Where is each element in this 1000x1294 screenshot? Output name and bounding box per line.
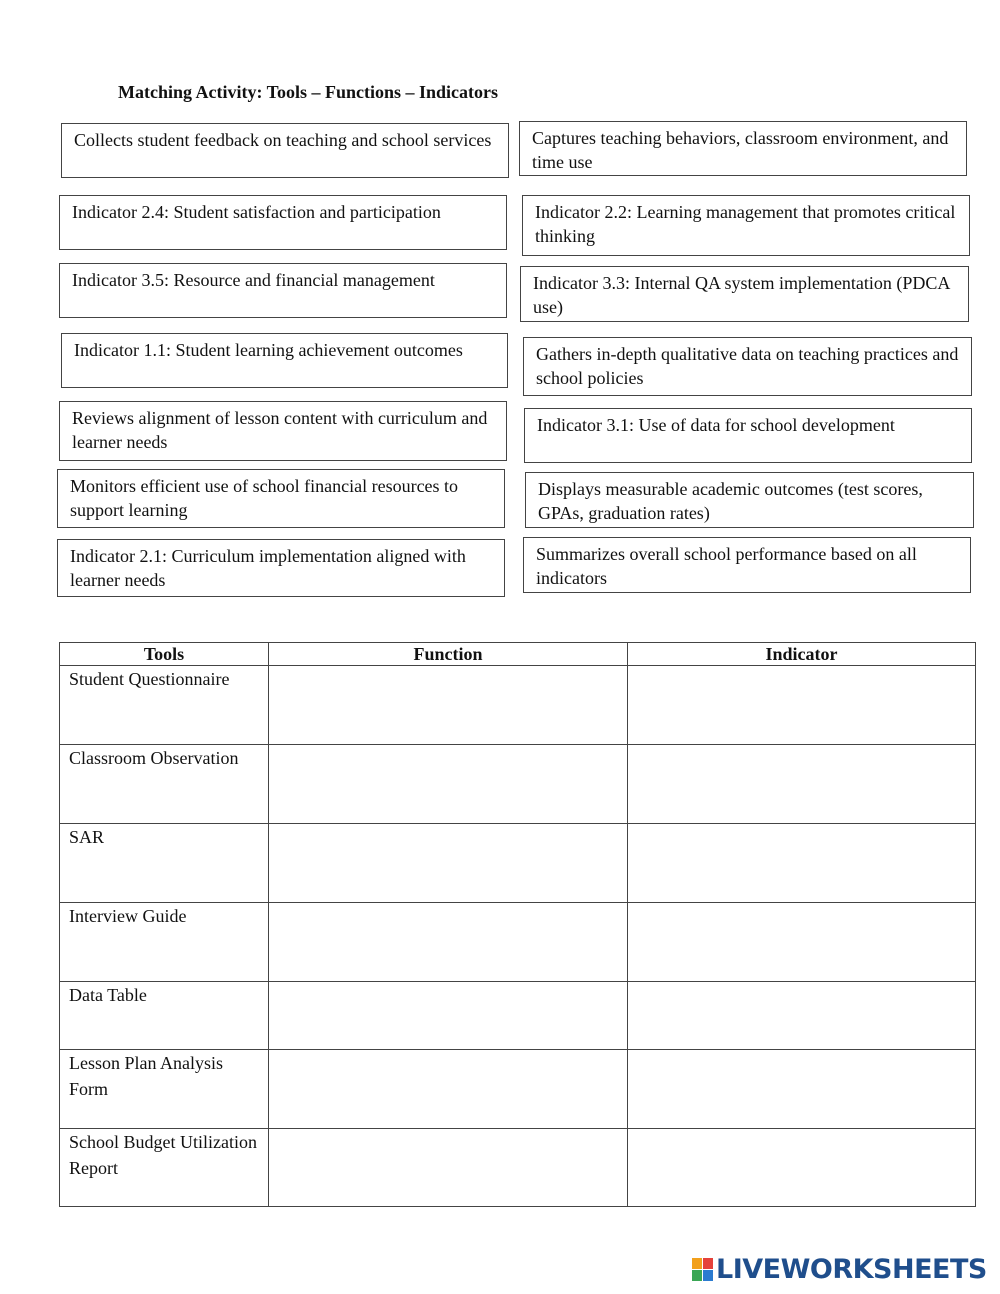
logo-block [703,1258,713,1269]
matching-card[interactable]: Summarizes overall school performance based on all indicators [523,537,971,593]
liveworksheets-logo [692,1254,987,1284]
logo-block [703,1270,713,1281]
header-indicator: Indicator [628,643,976,666]
indicator-drop-cell[interactable] [628,903,976,982]
indicator-drop-cell[interactable] [628,666,976,745]
indicator-drop-cell[interactable] [628,982,976,1050]
matching-card[interactable]: Monitors efficient use of school financial resources to support learning [57,469,505,528]
table-header-row [60,643,976,666]
table-row [60,982,976,1050]
table-row [60,745,976,824]
tool-name: School Budget Utilization Report [60,1129,269,1207]
logo-block [692,1270,702,1281]
indicator-drop-cell[interactable] [628,824,976,903]
matching-card[interactable]: Indicator 3.3: Internal QA system implementation (PDCA use) [520,266,969,322]
function-drop-cell[interactable] [269,1129,628,1207]
header-tools: Tools [60,643,269,666]
indicator-drop-cell[interactable] [628,1050,976,1129]
function-drop-cell[interactable] [269,1050,628,1129]
table-row [60,1050,976,1129]
matching-card[interactable]: Indicator 3.5: Resource and financial management [59,263,507,318]
indicator-drop-cell[interactable] [628,1129,976,1207]
table-row [60,666,976,745]
liveworksheets-logo-icon [692,1258,713,1281]
table-row [60,1129,976,1207]
function-drop-cell[interactable] [269,982,628,1050]
matching-card[interactable]: Indicator 2.1: Curriculum implementation aligned with learner needs [57,539,505,597]
header-function: Function [269,643,628,666]
matching-card[interactable]: Indicator 2.2: Learning management that promotes critical thinking [522,195,970,256]
tool-name: Student Questionnaire [60,666,269,745]
tool-name: Classroom Observation [60,745,269,824]
table-row [60,903,976,982]
tool-name: SAR [60,824,269,903]
matching-card[interactable]: Indicator 2.4: Student satisfaction and participation [59,195,507,250]
logo-text: LIVEWORKSHEETS [716,1253,987,1285]
matching-card[interactable]: Indicator 1.1: Student learning achievement outcomes [61,333,508,388]
matching-card[interactable]: Indicator 3.1: Use of data for school development [524,408,972,463]
matching-card[interactable]: Collects student feedback on teaching and school services [61,123,509,178]
function-drop-cell[interactable] [269,903,628,982]
tool-name: Lesson Plan Analysis Form [60,1050,269,1129]
function-drop-cell[interactable] [269,666,628,745]
indicator-drop-cell[interactable] [628,745,976,824]
matching-card[interactable]: Displays measurable academic outcomes (test scores, GPAs, graduation rates) [525,472,974,528]
matching-table [59,642,976,1207]
table-row [60,824,976,903]
function-drop-cell[interactable] [269,745,628,824]
matching-card[interactable]: Gathers in-depth qualitative data on teaching practices and school policies [523,337,972,396]
matching-card[interactable]: Captures teaching behaviors, classroom environment, and time use [519,121,967,176]
matching-card[interactable]: Reviews alignment of lesson content with curriculum and learner needs [59,401,507,461]
function-drop-cell[interactable] [269,824,628,903]
tool-name: Data Table [60,982,269,1050]
tool-name: Interview Guide [60,903,269,982]
logo-block [692,1258,702,1269]
page-title: Matching Activity: Tools – Functions – Indicators [118,82,499,102]
